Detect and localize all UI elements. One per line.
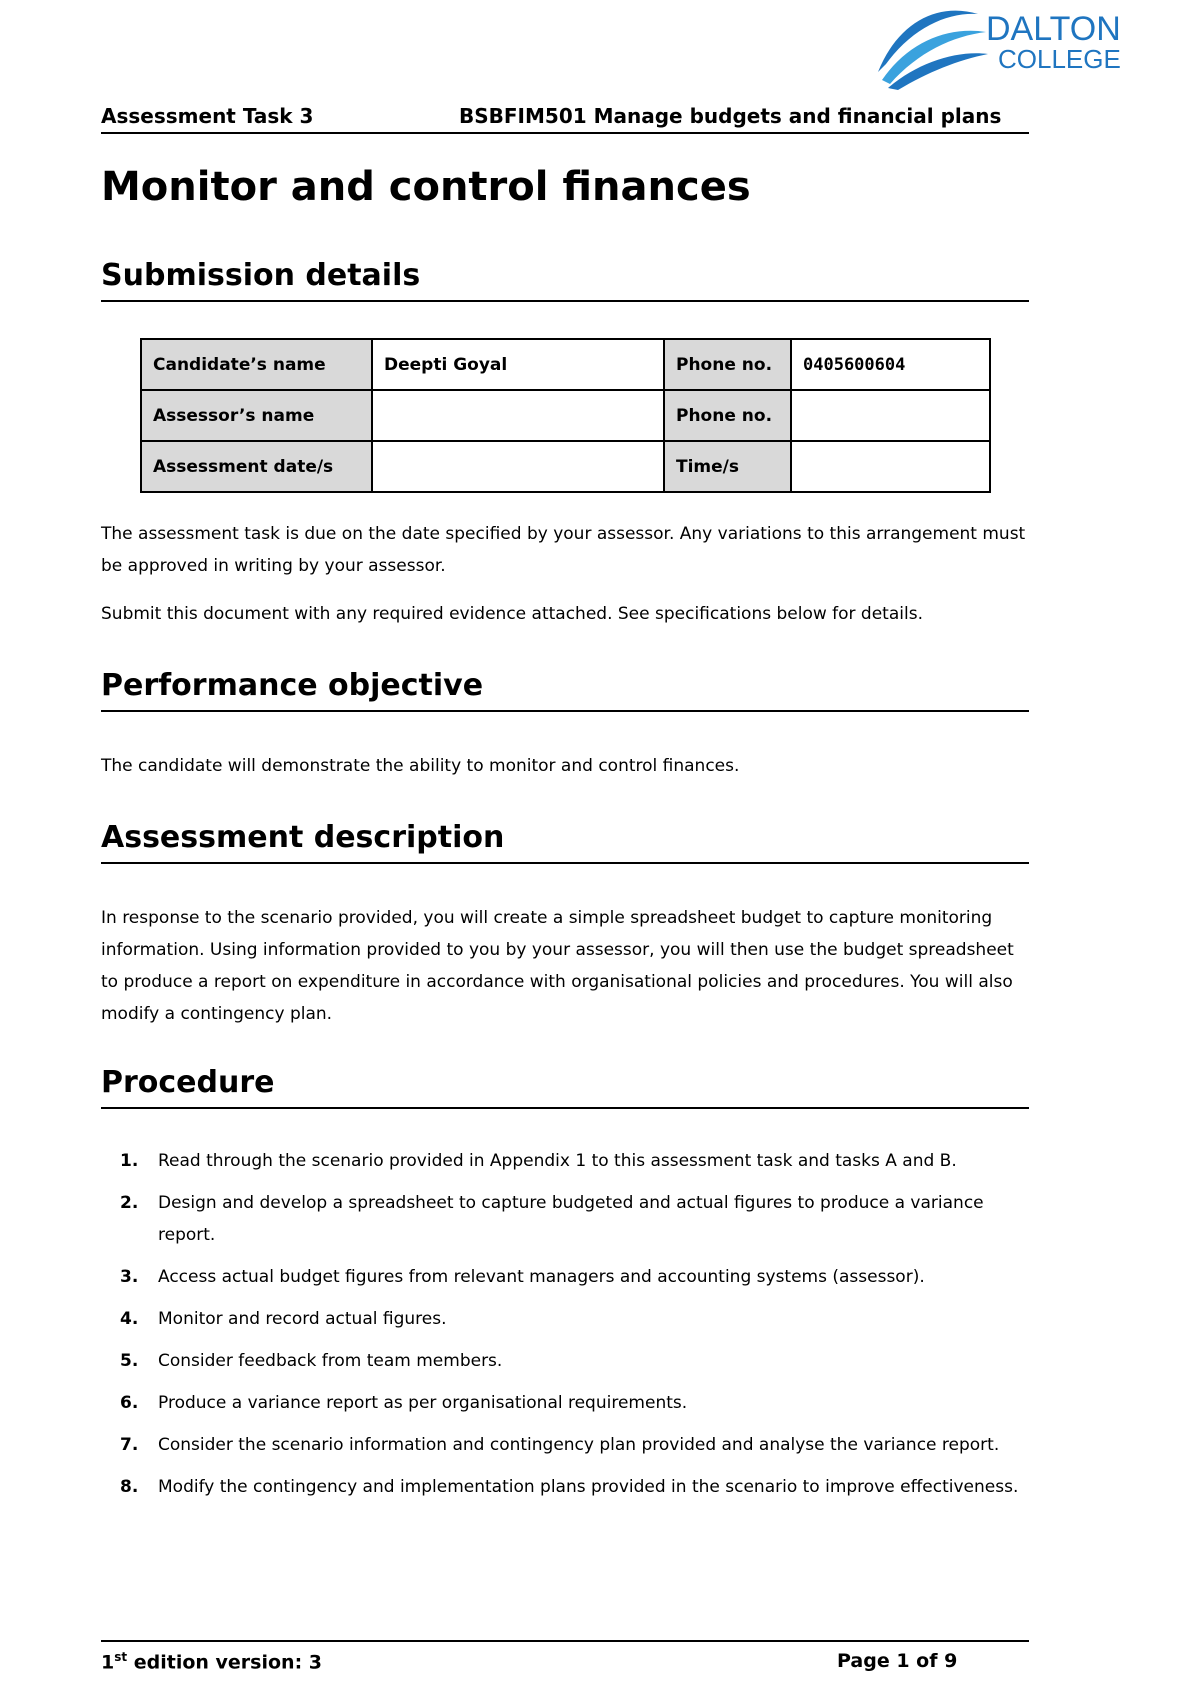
list-item [110,1261,1030,1293]
candidate-name-label: Candidate’s name [141,339,372,390]
list-item [110,1303,1030,1335]
step-text: Read through the scenario provided in Appendix 1 to this assessment task and tasks A and B. [158,1151,957,1171]
header-task: Assessment Task 3 [101,104,314,128]
page-title: Monitor and control finances [101,164,751,210]
list-item [110,1145,1030,1177]
running-header [101,104,1029,134]
time-label: Time/s [664,441,791,492]
table-row [141,339,990,390]
description-text: In response to the scenario provided, you will create a simple spreadsheet budget to capture monitoring information. Using information provided to you by your assessor, you will then use the budget spreadsheet to produce a report on expenditure in accordance with organisational policies and procedures. You will also modify a contingency plan. [101,908,1014,1024]
step-number: 5. [120,1351,139,1371]
step-text: Access actual budget figures from relevant managers and accounting systems (assessor). [158,1267,925,1287]
edition-ordinal: st [114,1650,128,1664]
step-text: Consider the scenario information and contingency plan provided and analyse the variance report. [158,1435,1000,1455]
dalton-college-logo [868,2,1138,90]
assessor-name-field[interactable] [372,390,664,441]
step-text: Produce a variance report as per organisational requirements. [158,1393,688,1413]
page-number: Page 1 of 9 [837,1650,958,1672]
list-item [110,1187,1030,1251]
submission-table [140,338,991,493]
assessment-date-label: Assessment date/s [141,441,372,492]
logo-line1: DALTON [986,10,1121,48]
assessment-date-field[interactable] [372,441,664,492]
table-row [141,441,990,492]
step-number: 2. [120,1193,139,1213]
edition-label [101,1650,322,1673]
procedure-heading: Procedure [101,1065,1029,1109]
candidate-name-field[interactable]: Deepti Goyal [372,339,664,390]
assessor-phone-label: Phone no. [664,390,791,441]
step-text: Monitor and record actual figures. [158,1309,447,1329]
candidate-phone-label: Phone no. [664,339,791,390]
list-item [110,1345,1030,1377]
header-unit: BSBFIM501 Manage budgets and financial plans [459,104,1002,128]
step-text: Design and develop a spreadsheet to capture budgeted and actual figures to produce a variance report. [158,1193,984,1245]
objective-heading: Performance objective [101,668,1029,712]
logo-line2: COLLEGE [998,44,1121,74]
submit-paragraph: Submit this document with any required evidence attached. See specifications below for details. [101,604,923,624]
table-row [141,390,990,441]
due-date-paragraph: The assessment task is due on the date specified by your assessor. Any variations to this arrangement must be approved in writing by your assessor. [101,524,1026,576]
step-text: Consider feedback from team members. [158,1351,503,1371]
assessor-phone-field[interactable] [791,390,990,441]
edition-version: edition version: 3 [127,1651,323,1674]
step-number: 8. [120,1477,139,1497]
submission-heading: Submission details [101,258,1029,302]
step-text: Modify the contingency and implementation plans provided in the scenario to improve effectiveness. [158,1477,1019,1497]
list-item [110,1429,1030,1461]
step-number: 3. [120,1267,139,1287]
candidate-phone-field[interactable]: 0405600604 [791,339,990,390]
step-number: 7. [120,1435,139,1455]
page-footer [101,1640,1029,1674]
list-item [110,1387,1030,1419]
description-heading: Assessment description [101,820,1029,864]
time-field[interactable] [791,441,990,492]
swoosh-icon [878,11,988,90]
assessor-name-label: Assessor’s name [141,390,372,441]
step-number: 4. [120,1309,139,1329]
list-item [110,1471,1030,1503]
step-number: 1. [120,1151,139,1171]
objective-text: The candidate will demonstrate the ability to monitor and control finances. [101,756,740,776]
procedure-list [110,1145,1030,1513]
step-number: 6. [120,1393,139,1413]
edition-number: 1 [101,1651,115,1674]
